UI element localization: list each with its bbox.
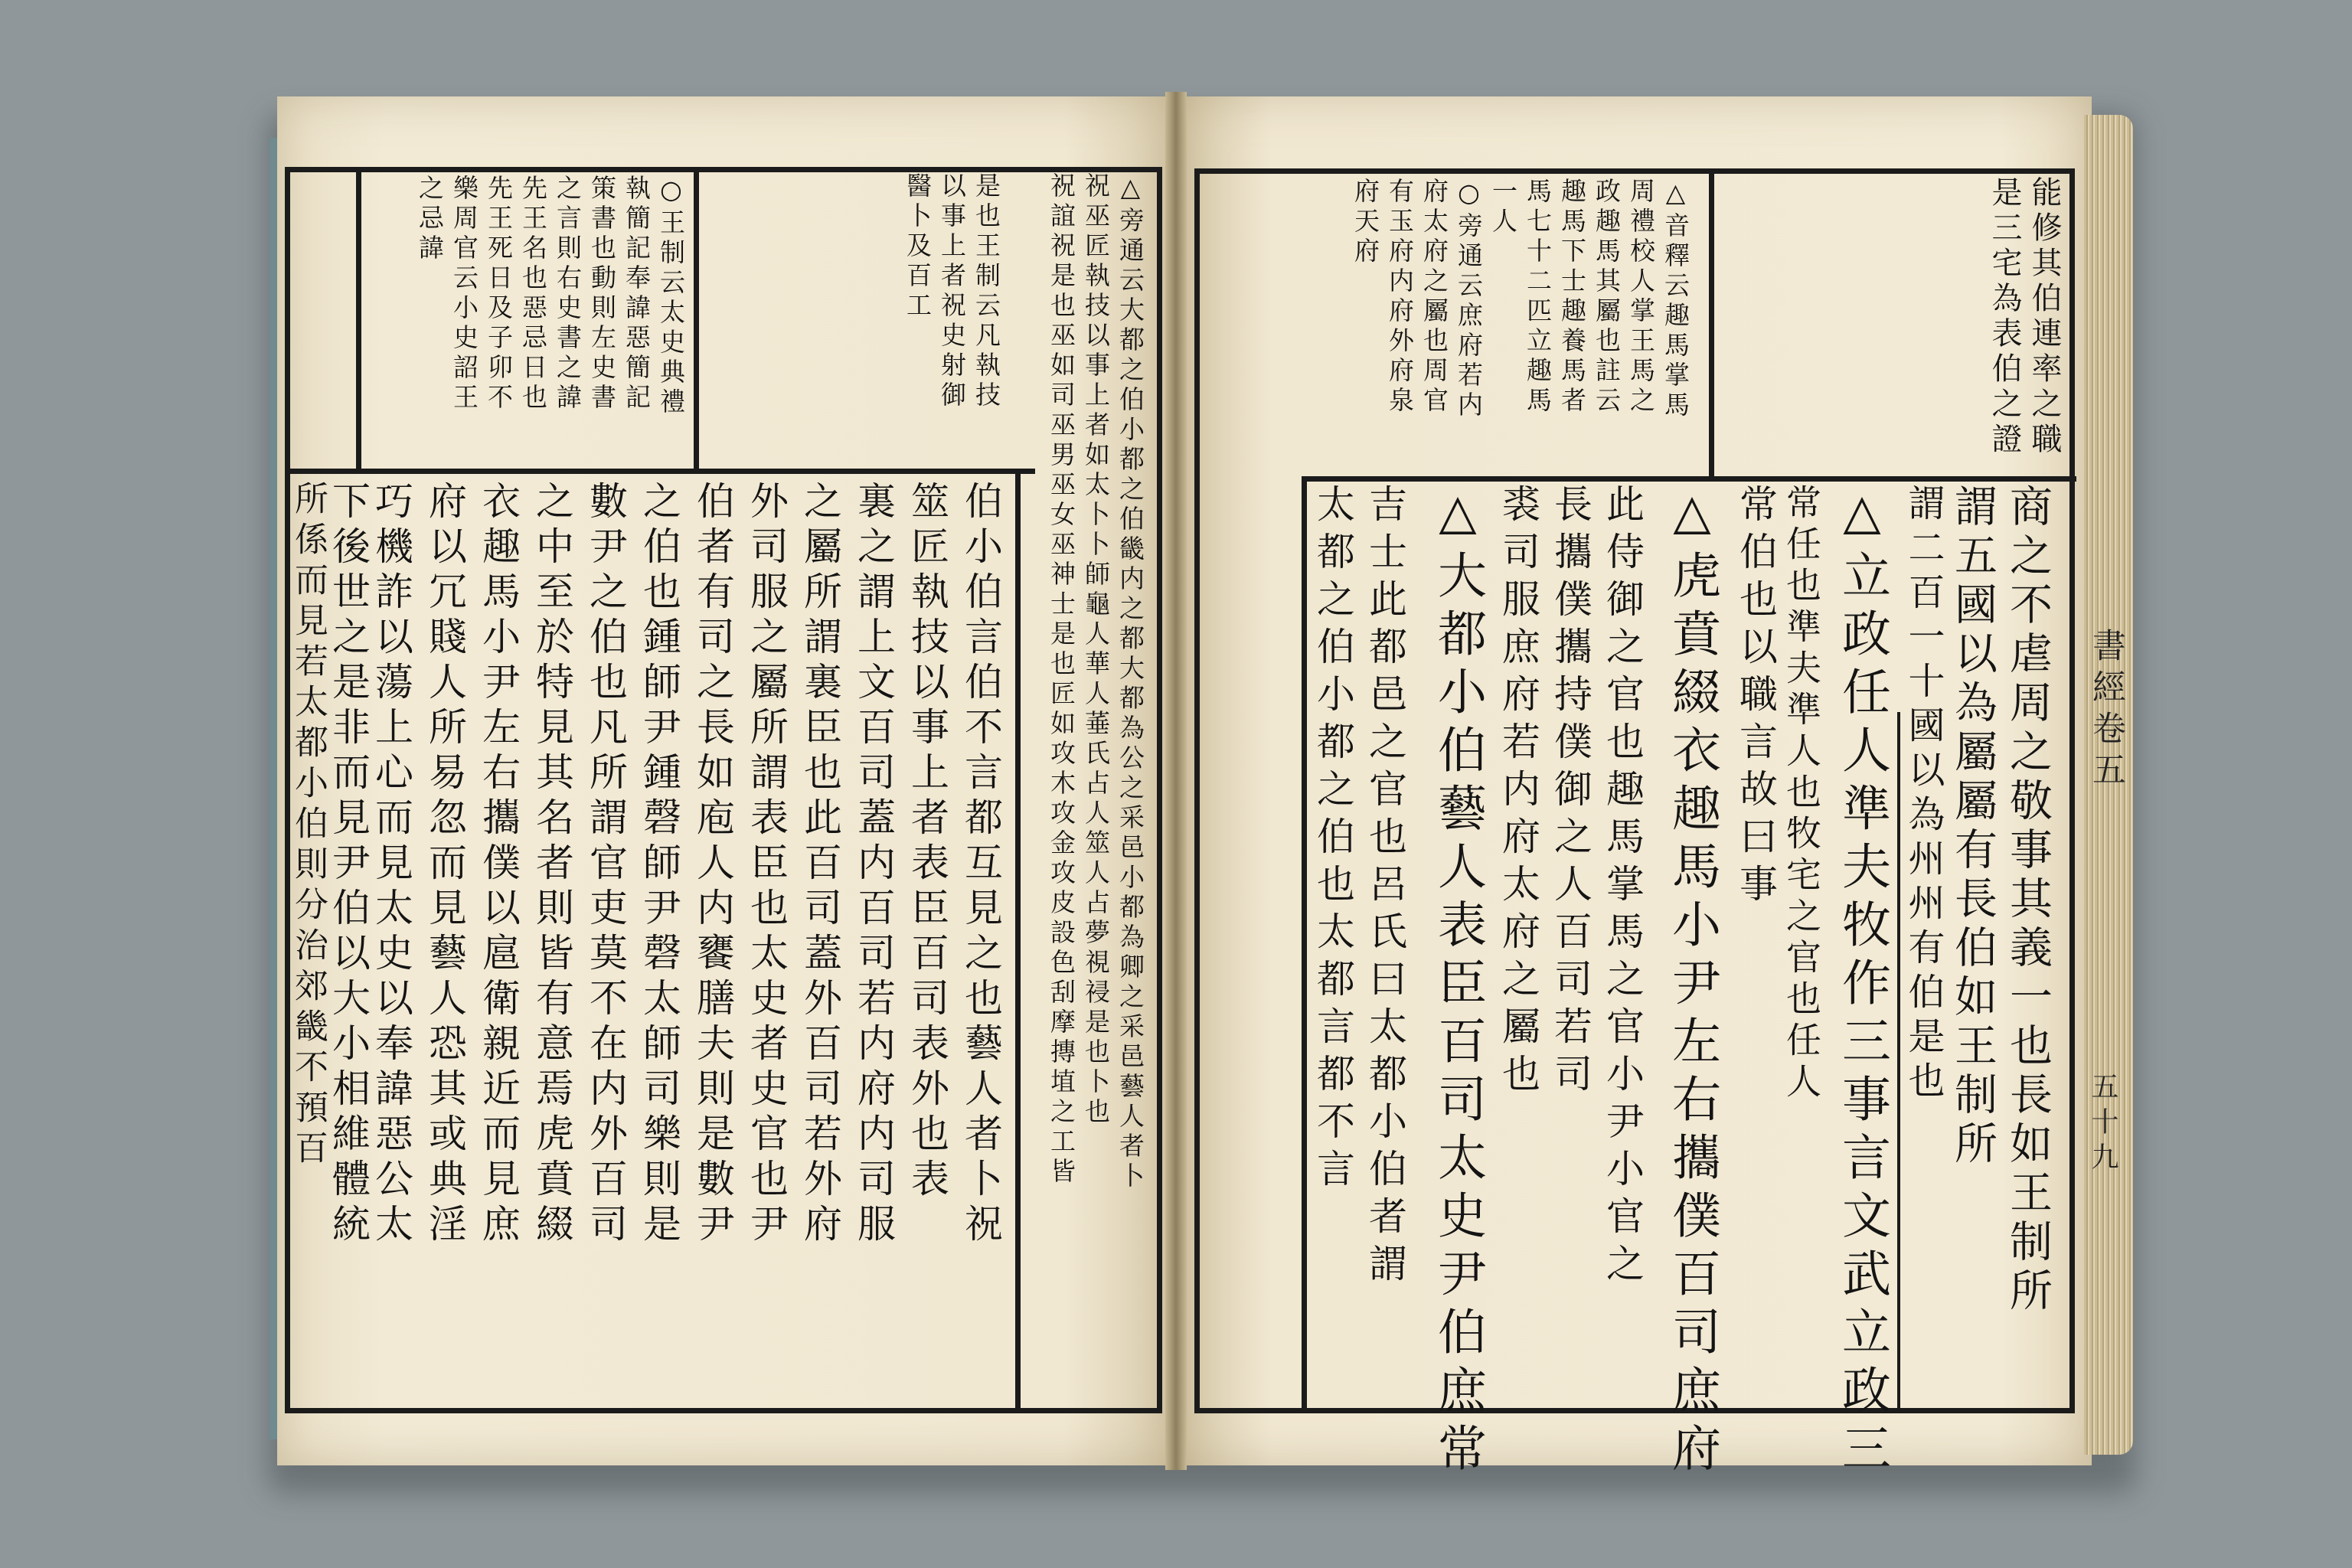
right-page-number: 五十九 (2087, 1072, 2118, 1178)
right-body-col: 此侍御之官也趣馬掌馬之官小尹小官之 (1600, 484, 1645, 1291)
left-side-note-col: 先王名也惡忌日也 (518, 175, 548, 413)
right-head-note-col: 有玉府内府外府泉 (1385, 178, 1415, 416)
right-inner-box-line (1897, 712, 1900, 1413)
left-side-note-col: 之忌諱 (415, 175, 445, 264)
left-head-note-col: 以事上者祝史射御 (937, 172, 967, 411)
right-head-note-col: 政趣馬其屬也註云 (1592, 178, 1622, 416)
right-spine-label: 書經卷五 (2086, 628, 2125, 793)
right-head-note-col: 府天府 (1351, 178, 1380, 267)
left-body-col: 下後世之是非而見尹伯以大小相維體統 (326, 481, 371, 1249)
left-head-note-col: 醫卜及百工 (903, 172, 933, 322)
right-body-col: 裘司服庶府若内府太府之屬也 (1496, 484, 1540, 1101)
book-gutter (1165, 92, 1187, 1470)
left-head-note-col: 祝誼祝是也巫如司巫男巫女巫神士是也匠如攻木攻金攻皮設色刮摩摶埴之工皆 (1047, 172, 1076, 1187)
right-body-col: 長攜僕攜持僕御之人百司若司 (1548, 484, 1592, 1101)
left-body-col: 之伯也鍾師尹鍾磬師尹磬太師司樂則是 (637, 481, 681, 1249)
left-body-col: 裏之謂上文百司蓋内百司若内府内司服 (851, 481, 896, 1249)
right-main-frame-left (1302, 476, 1307, 1413)
left-head-note-col: △旁通云大都之伯小都之伯畿内之都大都為公之采邑小都為卿之采邑藝人者卜 (1116, 172, 1145, 1192)
left-side-note-col: 策書也動則左史書 (587, 175, 617, 413)
left-sidenote-divider (694, 167, 699, 469)
left-body-col: 外司服之屬所謂表臣也太史者史官也尹 (744, 481, 789, 1249)
right-head-note-col: 周禮校人掌王馬之 (1626, 178, 1656, 416)
right-head-note-col: 府太府之屬也周官 (1419, 178, 1449, 416)
left-side-note-col: ○王制云太史典禮 (656, 175, 686, 418)
right-head-note-col: ○旁通云庶府若内 (1454, 178, 1484, 421)
left-body-col: 府以冗賤人所易忽而見藝人恐其或典淫 (423, 481, 467, 1249)
left-body-col: 衣趣馬小尹左右攜僕以扈衛親近而見庶 (476, 481, 521, 1249)
right-body-col: 商之不虐周之敬事其義一也長如王制所 (2003, 484, 2053, 1317)
right-head-note-col: 能修其伯連率之職 (2027, 176, 2062, 458)
right-body-col: 常任也準夫準人也牧宅之官也任人 (1781, 484, 1822, 1104)
left-side-note-col: 先王死日及子卯不 (484, 175, 514, 413)
right-body-col: △大都小伯藝人表臣百司太史尹伯庶常 (1429, 484, 1486, 1481)
left-body-col: 之屬所謂裏臣也此百司蓋外百司若外府 (798, 481, 842, 1249)
right-headnote-divider (1302, 476, 2076, 482)
left-body-col: 所係而見若太都小伯則分治郊畿不預百 (289, 481, 328, 1171)
left-body-col: 之中至於特見其名者則皆有意焉虎賁綴 (530, 481, 574, 1249)
left-sidenote-inner (356, 167, 361, 473)
right-head-note-col: 一人 (1488, 178, 1518, 237)
left-side-note-col: 之言則右史書之諱 (553, 175, 583, 413)
left-head-note-col: 是也王制云凡執技 (972, 172, 1001, 411)
right-body-col: △虎賁綴衣趣馬小尹左右攜僕百司庶府 (1664, 484, 1720, 1481)
left-body-col: 筮匠執技以事上者表臣百司表外也表 (905, 481, 949, 1204)
right-head-note-col: 是三宅為表伯之證 (1987, 176, 2022, 458)
right-note-divider (1709, 168, 1714, 476)
right-body-col: △立政任人準夫牧作三事言文武立政三 (1834, 484, 1890, 1481)
left-head-note-col: 祝巫匠執技以事上者如太卜卜師龜人華人菙氏占人筮人占夢視祲是也卜也 (1081, 172, 1111, 1128)
right-head-note-col: △音釋云趣馬掌馬 (1661, 178, 1690, 421)
right-body-col: 謂二百一十國以為州州有伯是也 (1902, 484, 1945, 1106)
left-headnote-divider (285, 469, 1035, 474)
left-side-note-col: 執簡記奉諱惡簡記 (622, 175, 652, 413)
left-body-col: 伯小伯言伯不言都互見之也藝人者卜祝 (959, 481, 1003, 1249)
left-body-col: 巧機詐以蕩上心而見太史以奉諱惡公太 (369, 481, 413, 1249)
left-body-col: 數尹之伯也凡所謂官吏莫不在内外百司 (583, 481, 628, 1249)
right-body-col: 吉士此都邑之官也呂氏曰太都小伯者謂 (1363, 484, 1407, 1291)
left-main-frame-right (1015, 469, 1021, 1413)
right-body-col: 謂五國以為屬屬有長伯如王制所 (1948, 484, 1998, 1170)
right-head-note-col: 趣馬下士趣養馬者 (1557, 178, 1587, 416)
right-body-col: 常伯也以職言故曰事 (1733, 484, 1778, 911)
left-side-note-col: 樂周官云小史詔王 (449, 175, 479, 413)
right-head-note-col: 馬七十二匹立趣馬 (1523, 178, 1553, 416)
right-body-col: 太都之伯小都之伯也太都言都不言 (1311, 484, 1355, 1196)
left-body-col: 伯者有司之長如庖人内饔膳夫則是數尹 (691, 481, 735, 1249)
